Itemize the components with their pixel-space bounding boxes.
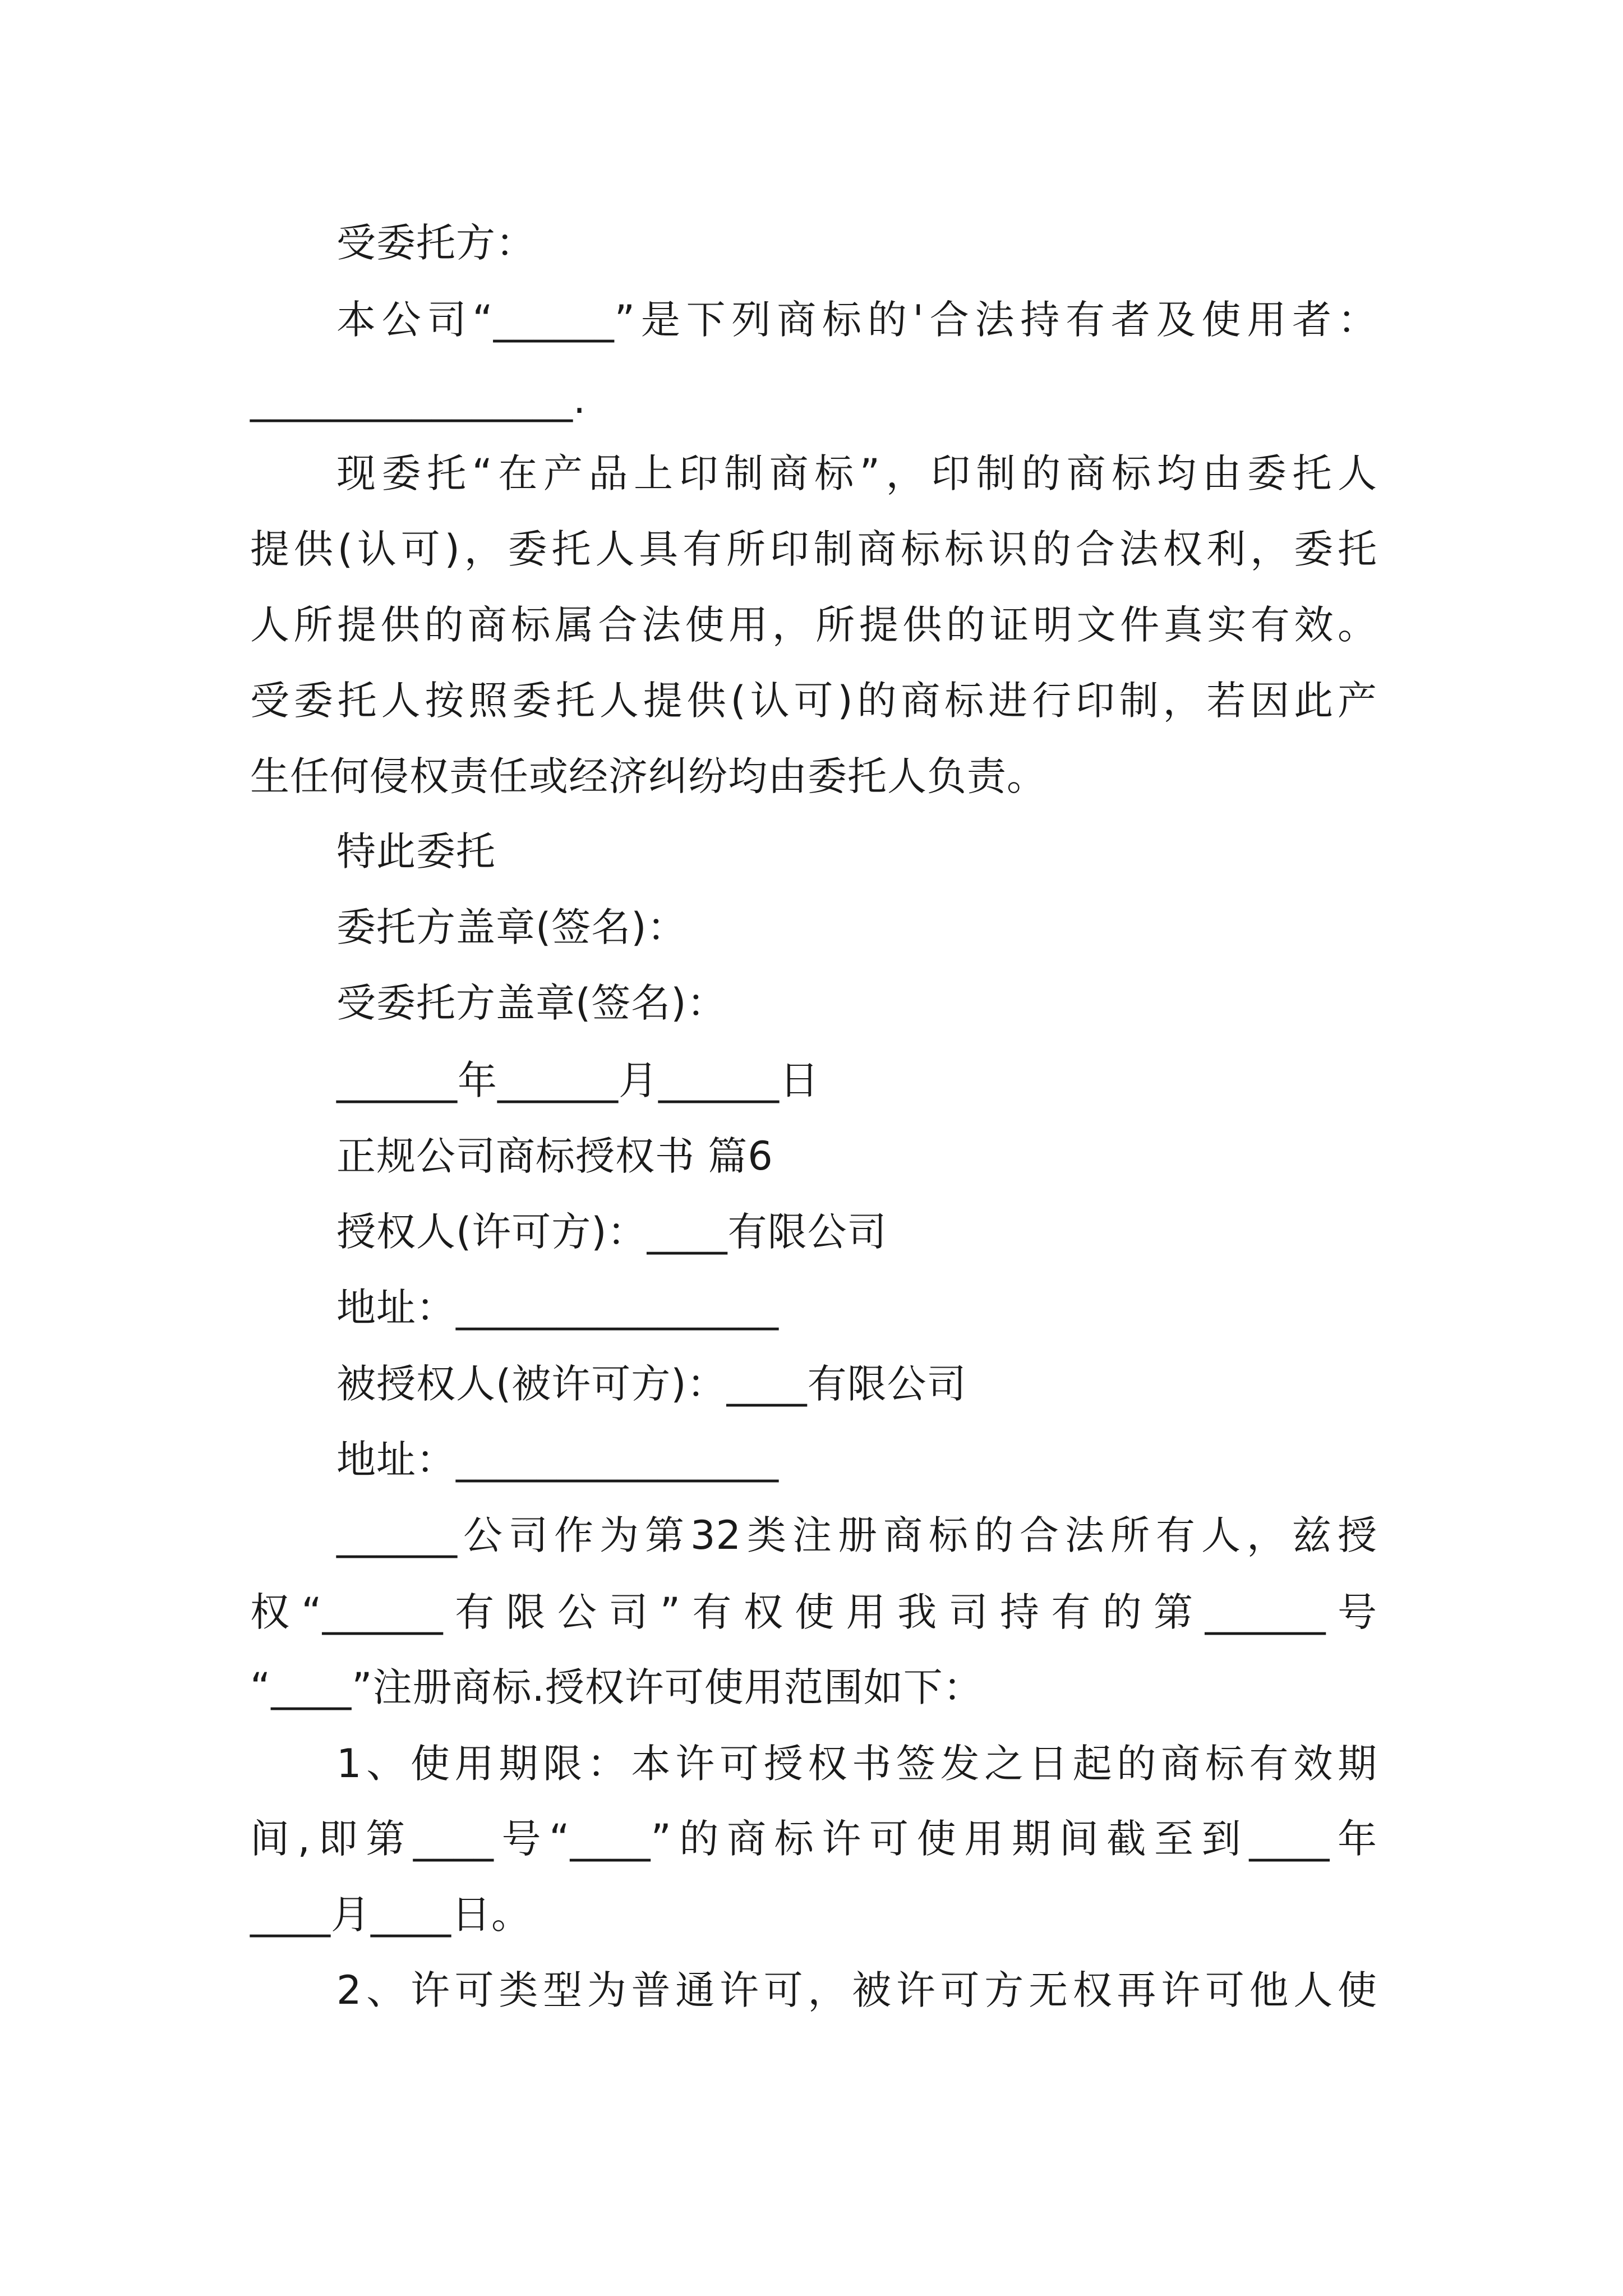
paragraph-line: ________________.	[250, 376, 587, 422]
paragraph-line: 人所提供的商标属合法使用，所提供的证明文件真实有效。	[250, 602, 1377, 648]
address-line: 地址：________________	[336, 1285, 779, 1331]
licensee-line: 被授权人(被许可方)：____有限公司	[336, 1361, 967, 1407]
closing-line: 特此委托	[336, 829, 496, 875]
paragraph-line: 现委托“在产品上印制商标”，印制的商标均由委托人	[336, 450, 1377, 496]
signature-line: 委托方盖章(签名)：	[336, 904, 687, 950]
paragraph-line: ____月____日。	[250, 1892, 531, 1938]
paragraph-line: 1、使用期限：本许可授权书签发之日起的商标有效期	[336, 1741, 1377, 1787]
paragraph-line: 本公司“______”是下列商标的'合法持有者及使用者：	[336, 297, 1377, 343]
paragraph-line: 提供(认可)，委托人具有所印制商标标识的合法权利，委托	[250, 526, 1377, 572]
paragraph-line: 受委托人按照委托人提供(认可)的商标进行印制，若因此产	[250, 678, 1377, 724]
signature-line: 受委托方盖章(签名)：	[336, 980, 727, 1026]
paragraph-line: ______公司作为第32类注册商标的合法所有人，兹授	[336, 1512, 1377, 1558]
date-line: ______年______月______日	[336, 1057, 819, 1103]
section-heading: 正规公司商标授权书 篇6	[336, 1133, 773, 1179]
paragraph-line: 2、许可类型为普通许可，被许可方无权再许可他人使	[336, 1967, 1377, 2013]
paragraph-line: 生任何侵权责任或经济纠纷均由委托人负责。	[250, 753, 1046, 799]
paragraph-line: 间,即第____号“____”的商标许可使用期间截至到____年	[250, 1816, 1377, 1862]
trustee-line: 受委托方：	[336, 220, 536, 266]
paragraph-line: 权“______有限公司”有权使用我司持有的第______号	[250, 1589, 1377, 1635]
licensor-line: 授权人(许可方)：____有限公司	[336, 1209, 887, 1255]
paragraph-line: “____”注册商标.授权许可使用范围如下：	[250, 1664, 983, 1710]
address-line: 地址：________________	[336, 1437, 779, 1483]
